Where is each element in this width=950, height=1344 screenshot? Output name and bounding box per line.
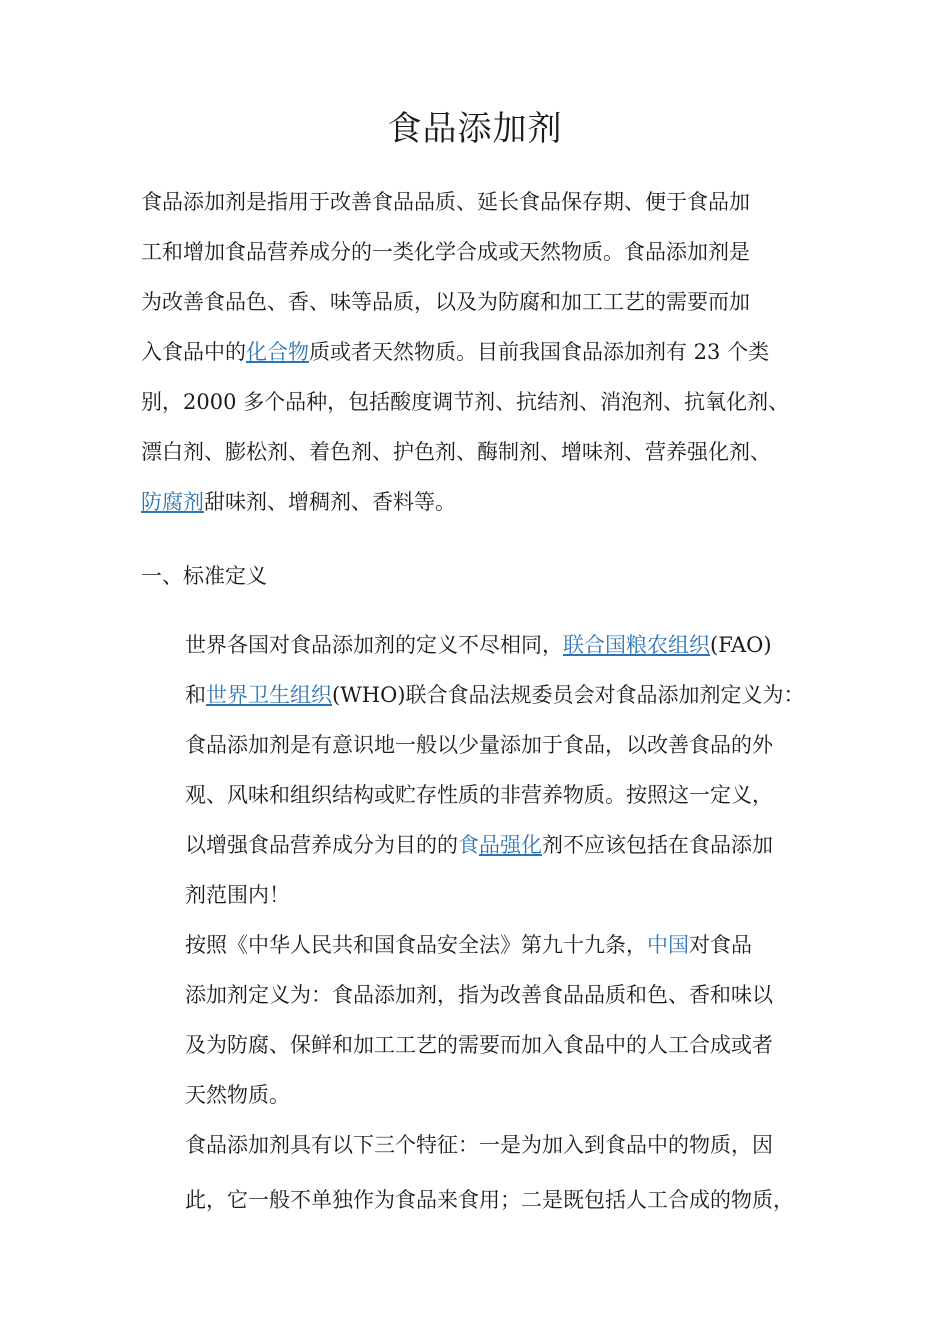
p1-text: 剂不应该包括在食品添加 <box>542 833 773 857</box>
p2-line-1 <box>185 930 752 960</box>
p2-text: 对食品 <box>689 933 752 957</box>
intro-line-1: 食品添加剂是指用于改善食品品质、延长食品保存期、便于食品加 <box>141 190 750 214</box>
p1-text: (WHO)联合食品法规委员会对食品添加剂定义为： <box>332 683 805 707</box>
who-link[interactable]: 世界卫生组织 <box>206 683 332 707</box>
intro-line-7 <box>141 487 456 517</box>
compound-link[interactable]: 化合物 <box>246 340 309 364</box>
intro-line-3: 为改善食品色、香、味等品质，以及为防腐和加工工艺的需要而加 <box>141 290 750 314</box>
intro-text: 质或者天然物质。目前我国食品添加剂有 23 个类 <box>309 340 770 364</box>
intro-line-5: 别，2000 多个品种，包括酸度调节剂、抗结剂、消泡剂、抗氧化剂、 <box>141 390 790 414</box>
p1-line-3: 食品添加剂是有意识地一般以少量添加于食品，以改善食品的外 <box>185 733 773 757</box>
p1-line-2 <box>185 680 805 710</box>
p2-line-2: 添加剂定义为：食品添加剂，指为改善食品品质和色、香和味以 <box>185 983 773 1007</box>
p1-line-5 <box>185 830 773 860</box>
p3-line-1: 食品添加剂具有以下三个特征：一是为加入到食品中的物质，因 <box>185 1133 773 1157</box>
food-link[interactable]: 食 <box>458 833 479 857</box>
section-heading: 一、标准定义 <box>141 564 267 588</box>
p2-text: 按照《中华人民共和国食品安全法》第九十九条， <box>185 933 647 957</box>
p1-text: (FAO) <box>710 633 772 657</box>
p1-line-6: 剂范围内！ <box>185 883 290 907</box>
p1-line-4: 观、风味和组织结构或贮存性质的非营养物质。按照这一定义， <box>185 783 773 807</box>
p1-text: 世界各国对食品添加剂的定义不尽相同， <box>185 633 563 657</box>
p1-line-1 <box>185 630 772 660</box>
p2-line-3: 及为防腐、保鲜和加工工艺的需要而加入食品中的人工合成或者 <box>185 1033 773 1057</box>
page-title: 食品添加剂 <box>387 109 563 149</box>
p2-line-4: 天然物质。 <box>185 1083 290 1107</box>
fortifier-link[interactable]: 品强化 <box>479 833 542 857</box>
intro-text: 入食品中的 <box>141 340 246 364</box>
p3-line-2: 此，它一般不单独作为食品来食用；二是既包括人工合成的物质， <box>185 1188 794 1212</box>
p1-text: 以增强食品营养成分为目的的 <box>185 833 458 857</box>
intro-text: 甜味剂、增稠剂、香料等。 <box>204 490 456 514</box>
intro-line-4 <box>141 337 769 367</box>
intro-line-6: 漂白剂、膨松剂、着色剂、护色剂、酶制剂、增味剂、营养强化剂、 <box>141 440 771 464</box>
china-link[interactable]: 中国 <box>647 933 689 957</box>
intro-line-2: 工和增加食品营养成分的一类化学合成或天然物质。食品添加剂是 <box>141 240 750 264</box>
fao-link[interactable]: 联合国粮农组织 <box>563 633 710 657</box>
p1-text: 和 <box>185 683 206 707</box>
preservative-link[interactable]: 防腐剂 <box>141 490 204 514</box>
